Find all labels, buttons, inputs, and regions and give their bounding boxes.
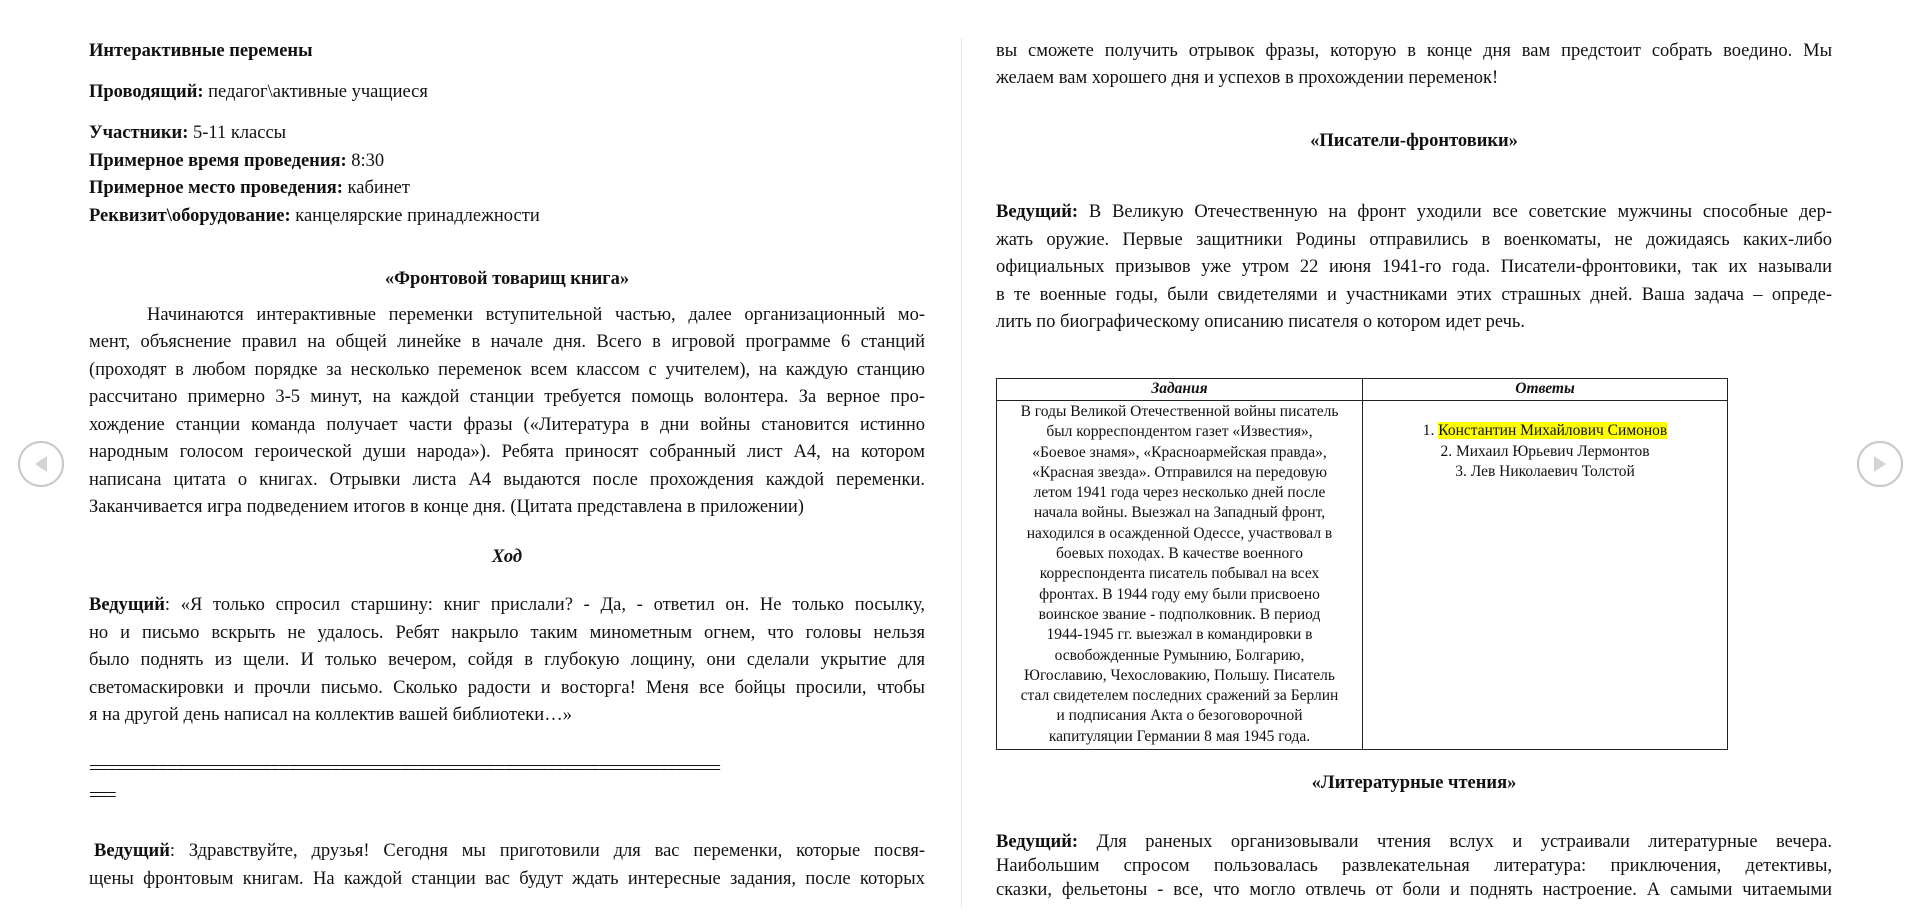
task-line: капитуляции Германии 8 мая 1945 года. [1048, 727, 1311, 745]
host-line [89, 79, 925, 107]
writers-intro-line [996, 199, 1832, 227]
readings-text: Для раненых организовывали чтения вслух и устраивали литературные вечера. [1078, 832, 1832, 852]
intro-line: написана цитата о книгах. Отрывки листа А4 выдаются после прохождения каждой переменки. [89, 470, 925, 490]
place-label: Примерное место проведения: [89, 178, 343, 198]
participants-label: Участники: [89, 123, 189, 143]
greeting-line: щены фронтовым книгам. На каждой станции вас будут ждать интересные задания, после которых [89, 869, 925, 889]
task-line: «Красная звезда». Отправился на передовую [1032, 463, 1327, 481]
answer-item [1363, 462, 1727, 483]
task-line: фронтах. В 1944 году ему были присвоено [1039, 585, 1320, 603]
task-line: боевых походах. В качестве военного [1055, 545, 1303, 563]
quote-line: было поднять из щели. И только вечером, сойдя в глубокую лощину, они сделали укрытие для [89, 650, 925, 670]
answer-number: 1. [1422, 422, 1439, 439]
separator-line: ========================================================================= [89, 759, 720, 779]
left-page [89, 0, 925, 923]
table-row [997, 401, 1728, 750]
task-line: был корреспондентом газет «Известия», [1046, 423, 1313, 441]
intro-line: мент, объяснение правил на общей линейке в начале дня. Всего в игровой программе 6 станций [89, 332, 925, 352]
task-line: находился в осажденной Одессе, участвовал в [1026, 524, 1333, 542]
quote-line: но и письмо вскрыть не удалось. Ребят накрыло таким минометным огнем, что головы нельзя [89, 623, 925, 643]
participants-line [89, 120, 925, 148]
section-title-hod: Ход [491, 547, 523, 567]
task-line: корреспондента писатель побывал на всех [1039, 565, 1320, 583]
intro-line: Начинаются интерактивные переменки вступительной частью, далее организационный мо- [147, 305, 925, 325]
continuation-line: вы сможете получить отрывок фразы, которую в конце дня вам предстоит собрать воедино. Мы [996, 41, 1832, 61]
answer-text-highlighted: Константин Михайлович Симонов [1438, 422, 1668, 439]
speaker-label: Ведущий: [996, 202, 1079, 222]
props-label: Реквизит\оборудование: [89, 206, 291, 226]
place-line [89, 175, 925, 203]
separator-line: === [89, 786, 115, 806]
time-value: 8:30 [346, 151, 385, 171]
speaker-label: Ведущий [94, 841, 170, 861]
quote-line [89, 592, 925, 620]
section-title-readings: «Литературные чтения» [1311, 773, 1517, 793]
props-line [89, 203, 925, 231]
answer-text: Михаил Юрьевич Лермонтов [1455, 442, 1650, 460]
task-line: начала войны. Выезжал на Западный фронт, [1033, 504, 1326, 522]
table-header-row [997, 379, 1728, 401]
greeting-text: : Здравствуйте, друзья! Сегодня мы приготовили для вас переменки, которые посвя- [169, 841, 925, 861]
speaker-label: Ведущий: [996, 832, 1079, 852]
readings-line: сказки, фельетоны - все, что могло отвлечь от боли и поднять настроение. А самыми читаемыми [996, 880, 1832, 900]
greeting-line [89, 838, 925, 866]
table-header-tasks: Задания [997, 379, 1363, 401]
place-value: кабинет [342, 178, 410, 198]
task-line: воинское звание - подполковник. В период [1038, 605, 1321, 623]
next-page-button[interactable] [1857, 441, 1903, 487]
writers-intro-line: в те военные годы, были свидетелями и участниками этих страшных дней. Ваша задача – опреде- [996, 285, 1832, 305]
writers-intro-line: официальных призывов уже утром 22 июня 1941-го года. Писатели-фронтовики, так их называли [996, 257, 1832, 277]
intro-line: хождение станции команда получает части фразы («Литература в дни войны становится истинно [89, 415, 925, 435]
document-title: Интерактивные перемены [89, 41, 313, 61]
page-divider [961, 38, 962, 908]
intro-line: рассчитано примерно 3-5 минут, на каждой станции требуется помощь волонтера. За верное про- [89, 387, 925, 407]
speaker-label: Ведущий [89, 595, 165, 615]
previous-page-button[interactable] [18, 441, 64, 487]
time-label: Примерное время проведения: [89, 151, 347, 171]
readings-line: Наибольшим спросом пользовалась развлекательная литература: приключения, детективы, [996, 856, 1832, 876]
writers-intro-line: лить по биографическому описанию писателя о котором идет речь. [996, 312, 1525, 332]
chevron-right-icon [1872, 455, 1888, 473]
answer-text: Лев Николаевич Толстой [1470, 463, 1635, 480]
task-line: 1944-1945 гг. выезжал в командировки в [1046, 626, 1313, 644]
host-value: педагог\активные учащиеся [203, 82, 428, 102]
task-line: стал свидетелем последних сражений за Берлин [1020, 687, 1339, 705]
task-line: Югославию, Чехословакию, Польшу. Писатель [1024, 666, 1335, 684]
quote-text: : «Я только спросил старшину: книг прислали? - Да, - ответил он. Не только посылку, [164, 595, 925, 615]
right-page [996, 0, 1832, 923]
answer-item [1363, 442, 1727, 463]
intro-line: Заканчивается игра подведением итогов в конце дня. (Цитата представлена в приложении) [89, 497, 804, 517]
answers-cell [1363, 401, 1728, 750]
section-title-writers: «Писатели-фронтовики» [1310, 131, 1518, 151]
task-line: освобожденные Румынию, Болгарию, [1054, 646, 1305, 664]
quote-line: я на другой день написал на коллектив вашей библиотеки…» [89, 705, 572, 725]
task-line: летом 1941 года через несколько дней после [1033, 484, 1326, 502]
answer-item [1363, 421, 1727, 442]
writers-task-table [996, 378, 1728, 750]
props-value: канцелярские принадлежности [290, 206, 540, 226]
continuation-line: желаем вам хорошего дня и успехов в прохождении переменок! [996, 68, 1499, 88]
task-cell [997, 401, 1363, 750]
answer-number: 2. [1440, 442, 1456, 460]
host-label: Проводящий: [89, 82, 204, 102]
writers-intro-text: В Великую Отечественную на фронт уходили все советские мужчины способные дер- [1078, 202, 1832, 222]
task-line: «Боевое знамя», «Красноармейская правда», [1032, 443, 1327, 461]
quote-line: светомаскировки и прочли письмо. Сколько радости и восторга! Меня все бойцы просили, чтобы [89, 678, 925, 698]
section-title-front-book: «Фронтовой товарищ книга» [384, 269, 630, 289]
intro-line: народным голосом героической души народа»). Ребята приносят собранный лист А4, на котором [89, 442, 925, 462]
chevron-left-icon [33, 455, 49, 473]
writers-intro-line: жать оружие. Первые защитники Родины отправились в военкоматы, не дожидаясь каких-либо [996, 230, 1832, 250]
participants-value: 5-11 классы [188, 123, 287, 143]
time-line [89, 148, 925, 176]
intro-line: (проходят в любом порядке за несколько переменок всем классом с учителем), на каждую станцию [89, 360, 925, 380]
task-line: и подписания Акта о безоговорочной [1056, 707, 1303, 725]
table-header-answers: Ответы [1363, 379, 1728, 401]
task-line: В годы Великой Отечественной войны писатель [1020, 403, 1339, 420]
answer-number: 3. [1455, 463, 1471, 480]
